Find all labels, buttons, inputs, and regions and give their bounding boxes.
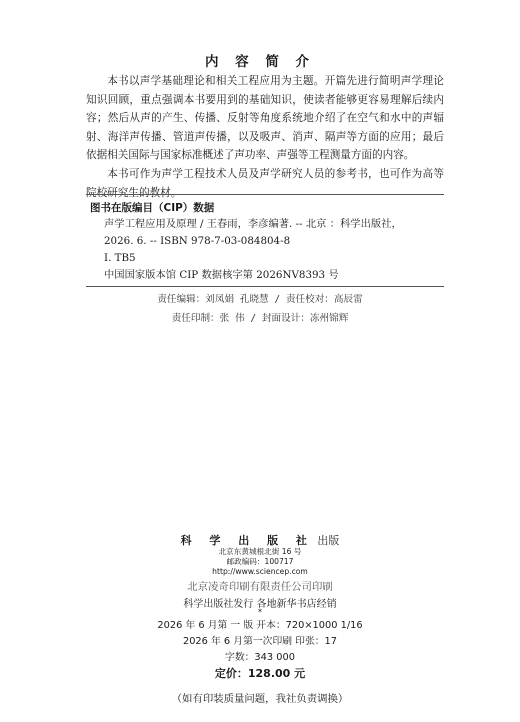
cip-line-4: 中国国家版本馆 CIP 数据核字第 2026NV8393 号 [104,269,339,281]
price: 定价：128.00 元 [214,667,306,680]
responsibility-line-2: 责任印制：张 伟 / 封面设计：冻州锦辉 [171,313,349,324]
cip-block [90,216,440,284]
edition-line-2: 2026 年 6 月第一次印刷 印张：17 [182,636,338,647]
divider-bottom [86,286,444,287]
publisher-address: 北京东黄城根北街 16 号 [218,547,302,556]
edition-line-3: 字数：343 000 [225,652,295,663]
printer-line: 北京凌奇印刷有限责任公司印刷 [187,581,333,593]
publisher-postcode: 邮政编码：100717 [226,557,294,566]
publisher-logo-text: 科 学 出 版 社 [180,534,314,547]
distribution-line: 科学出版社发行 各地新华书店经销 [183,599,337,610]
edition-line-1: 2026 年 6 月第 一 版 开本：720×1000 1/16 [157,620,363,631]
separator-star: * [258,608,262,617]
divider-top [86,194,444,195]
publisher-website: http://www.sciencep.com [212,567,308,576]
summary-paragraph-1: 本书以声学基础理论和相关工程应用为主题。开篇先进行简明声学理论知识回顾，重点强调本书要用到的基础知识，使读者能够更容易理解后续内容；然后从声的产生、传播、反射等角度系统地介绍了在空气和水中的声辐射、海洋声传播、管道声传播，以及吸声、消声、隔声等方面的应用；最后依据相关国际与国家标准概述了声功率、声强等工程测量方面的内容。 [86,75,444,162]
responsibility-line-1: 责任编辑：刘凤娟 孔晓慧 / 责任校对：高辰雷 [157,294,363,305]
cip-line-3: Ⅰ. TB5 [104,252,136,264]
edition-block [0,618,520,682]
cip-heading: 图书在版编目（CIP）数据 [90,202,215,214]
summary-paragraph-2: 本书可作为声学工程技术人员及声学研究人员的参考书，也可作为高等院校研究生的教材。 [86,167,444,199]
publisher-suffix: 出版 [317,534,340,547]
quality-note: （如有印装质量问题，我社负责调换） [171,693,349,705]
responsibility-block [0,290,520,328]
publisher-line [0,532,520,548]
cip-line-1: 声学工程应用及原理 / 王春雨，李彦编著. -- 北京 ：科学出版社， [104,218,402,230]
content-summary [86,72,444,202]
cip-line-2: 2026. 6. -- ISBN 978-7-03-084804-8 [104,235,291,247]
page-title: 内 容 简 介 [204,54,316,70]
